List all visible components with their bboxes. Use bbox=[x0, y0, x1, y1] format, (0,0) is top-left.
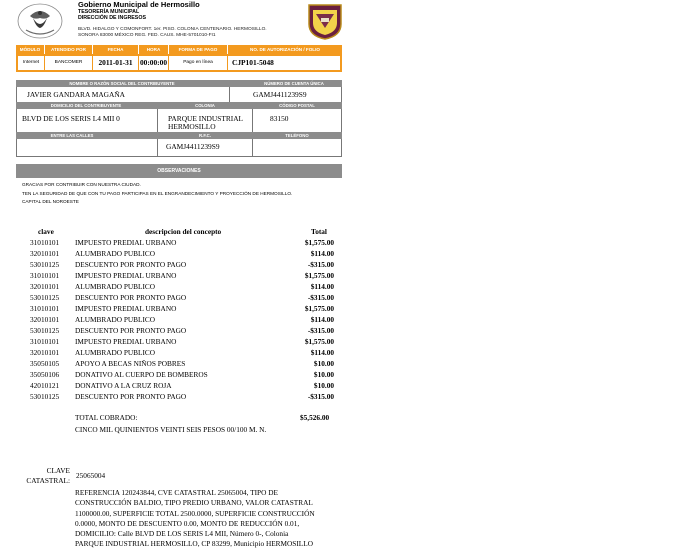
concept-description: IMPUESTO PREDIAL URBANO bbox=[75, 271, 177, 280]
concept-clave: 42010121 bbox=[30, 381, 60, 390]
concept-total: $1,575.00 bbox=[304, 337, 334, 346]
concept-total: $1,575.00 bbox=[304, 304, 334, 313]
concept-total: $10.00 bbox=[313, 359, 334, 368]
table-border-bottom bbox=[16, 156, 342, 157]
label-between-streets: ENTRE LAS CALLES bbox=[50, 133, 94, 138]
concept-description: IMPUESTO PREDIAL URBANO bbox=[75, 337, 177, 346]
hermosillo-shield-icon bbox=[307, 2, 343, 40]
concept-description: IMPUESTO PREDIAL URBANO bbox=[75, 304, 177, 313]
catastral-label bbox=[24, 466, 70, 486]
header-hora: HORA bbox=[139, 45, 169, 54]
concept-total: $114.00 bbox=[310, 282, 334, 291]
label-name: NOMBRE O RAZÓN SOCIAL DEL CONTRIBUYENTE bbox=[69, 81, 175, 86]
concept-clave: 53010125 bbox=[30, 326, 60, 335]
concept-description: APOYO A BECAS NIÑOS POBRES bbox=[75, 359, 186, 368]
concept-description: DESCUENTO POR PRONTO PAGO bbox=[75, 293, 187, 302]
concept-clave: 53010125 bbox=[30, 260, 60, 269]
table-row bbox=[0, 369, 340, 380]
account-number: GAMJ4411239S9 bbox=[253, 90, 307, 99]
concept-description: IMPUESTO PREDIAL URBANO bbox=[75, 238, 177, 247]
table-row bbox=[0, 347, 340, 358]
catastral-description: REFERENCIA 120243844, CVE CATASTRAL 25065004, TIPO DE CONSTRUCCIÓN BALDIO, TIPO PREDIO URBANO, VALOR CATASTRAL 1100000.00, SUPERFICIE TOTAL 2500.0000, SUPERFICIE CONSTRUCCIÓN 0.0000, MONTO DE DESCUENTO 0.00, MONTO DE REDUCCIÓN 0.01, DOMICILIO: Calle BLVD DE LOS SERIS L4 MII, Número 0-, Colonia PARQUE INDUSTRIAL HERMOSILLO, CP 83299, Municipio HERMOSILLO bbox=[75, 488, 315, 549]
label-colonia: COLONIA bbox=[195, 103, 215, 108]
table-row bbox=[0, 270, 340, 281]
concept-clave: 31010101 bbox=[30, 271, 60, 280]
label-cp: CÓDIGO POSTAL bbox=[279, 103, 315, 108]
dept-income: DIRECCIÓN DE INGRESOS bbox=[78, 15, 146, 21]
concept-total: $1,575.00 bbox=[304, 238, 334, 247]
col-header-clave: clave bbox=[38, 227, 54, 236]
concept-clave: 53010125 bbox=[30, 392, 60, 401]
table-divider bbox=[229, 87, 230, 102]
concept-total: $114.00 bbox=[310, 249, 334, 258]
table-row bbox=[0, 325, 340, 336]
label-rfc: R.F.C. bbox=[199, 133, 211, 138]
header-fecha: FECHA bbox=[93, 45, 139, 54]
table-row bbox=[0, 259, 340, 270]
concept-total: $114.00 bbox=[310, 348, 334, 357]
header-modulo: MÓDULO bbox=[16, 45, 45, 54]
cp-value: 83150 bbox=[270, 114, 289, 123]
label-phone: TELÉFONO bbox=[285, 133, 309, 138]
rfc-value: GAMJ4411239S9 bbox=[166, 142, 220, 151]
total-value: $5,526.00 bbox=[300, 413, 330, 422]
header-autorizacion: NO. DE AUTORIZACIÓN / FOLIO bbox=[250, 47, 320, 52]
concept-description: DESCUENTO POR PRONTO PAGO bbox=[75, 260, 187, 269]
concept-description: DONATIVO AL CUERPO DE BOMBEROS bbox=[75, 370, 208, 379]
concept-total: $114.00 bbox=[310, 315, 334, 324]
table-row bbox=[0, 248, 340, 259]
value-fecha: 2011-01-31 bbox=[93, 56, 139, 70]
address-value: BLVD DE LOS SERIS L4 MII 0 bbox=[22, 114, 120, 123]
concept-clave: 31010101 bbox=[30, 337, 60, 346]
concept-clave: 32010101 bbox=[30, 282, 60, 291]
taxpayer-name: JAVIER GANDARA MAGAÑA bbox=[27, 90, 125, 99]
value-modulo: Internet bbox=[18, 56, 45, 70]
observation-line-2: TEN LA SEGURIDAD DE QUE CON TU PAGO PARTICIPAS EN EL ENGRANDECIMIENTO Y PROYECCIÓN DE HERMOSILLO. bbox=[22, 191, 293, 196]
catastral-value: 25065004 bbox=[76, 471, 106, 480]
value-atendido: BANCOMER bbox=[45, 56, 93, 70]
org-name: Gobierno Municipal de Hermosillo bbox=[78, 0, 200, 9]
concept-clave: 32010101 bbox=[30, 249, 60, 258]
dept-treasury: TESORERÍA MUNICIPAL bbox=[78, 9, 140, 15]
concept-total: -$315.00 bbox=[307, 326, 334, 335]
header-forma-pago: FORMA DE PAGO bbox=[169, 45, 228, 54]
observations-title: OBSERVACIONES bbox=[16, 164, 342, 178]
table-row bbox=[0, 358, 340, 369]
table-border-right bbox=[341, 87, 342, 102]
observation-line-1: GRACIAS POR CONTRIBUIR CON NUESTRA CIUDAD. bbox=[22, 182, 141, 187]
col-header-desc: descripcion del concepto bbox=[145, 227, 222, 236]
total-label: TOTAL COBRADO: bbox=[75, 413, 138, 422]
colonia-value: PARQUE INDUSTRIAL HERMOSILLO bbox=[168, 114, 243, 131]
table-row bbox=[0, 237, 340, 248]
concepts-list bbox=[0, 237, 340, 407]
concept-clave: 31010101 bbox=[30, 304, 60, 313]
concept-clave: 31010101 bbox=[30, 238, 60, 247]
concept-description: DESCUENTO POR PRONTO PAGO bbox=[75, 326, 187, 335]
table-row bbox=[0, 292, 340, 303]
mexico-coat-of-arms-seal-icon bbox=[16, 2, 64, 40]
table-row bbox=[0, 336, 340, 347]
concept-description: ALUMBRADO PUBLICO bbox=[75, 348, 156, 357]
concept-clave: 32010101 bbox=[30, 348, 60, 357]
concept-description: ALUMBRADO PUBLICO bbox=[75, 282, 156, 291]
catastral-label-line-1: CLAVE bbox=[46, 466, 70, 475]
value-hora: 00:00:00 bbox=[139, 56, 169, 70]
label-address: DOMICILIO DEL CONTRIBUYENTE bbox=[50, 103, 122, 108]
value-forma-pago: Pago en línea bbox=[169, 56, 228, 70]
table-row bbox=[0, 303, 340, 314]
concept-total: $10.00 bbox=[313, 381, 334, 390]
table-border-left bbox=[16, 87, 17, 102]
col-header-total: Total bbox=[311, 227, 327, 236]
concept-clave: 32010101 bbox=[30, 315, 60, 324]
address-line-2: SONORA 83000 MÉXICO REG. FED. CAUS. MHE-5701010-FI1 bbox=[78, 33, 216, 38]
concept-description: ALUMBRADO PUBLICO bbox=[75, 249, 156, 258]
concept-total: -$315.00 bbox=[307, 260, 334, 269]
concept-clave: 35050105 bbox=[30, 359, 60, 368]
observation-line-3: CAPITAL DEL NOROESTE bbox=[22, 199, 79, 204]
concept-total: -$315.00 bbox=[307, 392, 334, 401]
label-account: NÚMERO DE CUENTA ÚNICA bbox=[264, 81, 324, 86]
concept-total: $1,575.00 bbox=[304, 271, 334, 280]
concept-total: -$315.00 bbox=[307, 293, 334, 302]
concept-clave: 35050106 bbox=[30, 370, 60, 379]
catastral-label-line-2: CATASTRAL: bbox=[26, 476, 70, 485]
value-autorizacion: CJP101-5048 bbox=[232, 58, 274, 67]
table-row bbox=[0, 391, 340, 402]
concept-clave: 53010125 bbox=[30, 293, 60, 302]
concept-description: DESCUENTO POR PRONTO PAGO bbox=[75, 392, 187, 401]
table-row bbox=[0, 314, 340, 325]
total-in-words: CINCO MIL QUINIENTOS VEINTI SEIS PESOS 00/100 M. N. bbox=[75, 425, 267, 434]
table-row bbox=[0, 281, 340, 292]
address-line-1: BLVD. HIDALGO Y COMONFORT. 1er. PISO. COLONIA CENTENARIO. HERMOSILLO. bbox=[78, 27, 267, 32]
table-row bbox=[0, 380, 340, 391]
concept-total: $10.00 bbox=[313, 370, 334, 379]
concept-description: ALUMBRADO PUBLICO bbox=[75, 315, 156, 324]
header-atendido: ATENDIDO POR bbox=[45, 45, 93, 54]
concept-description: DONATIVO A LA CRUZ ROJA bbox=[75, 381, 172, 390]
